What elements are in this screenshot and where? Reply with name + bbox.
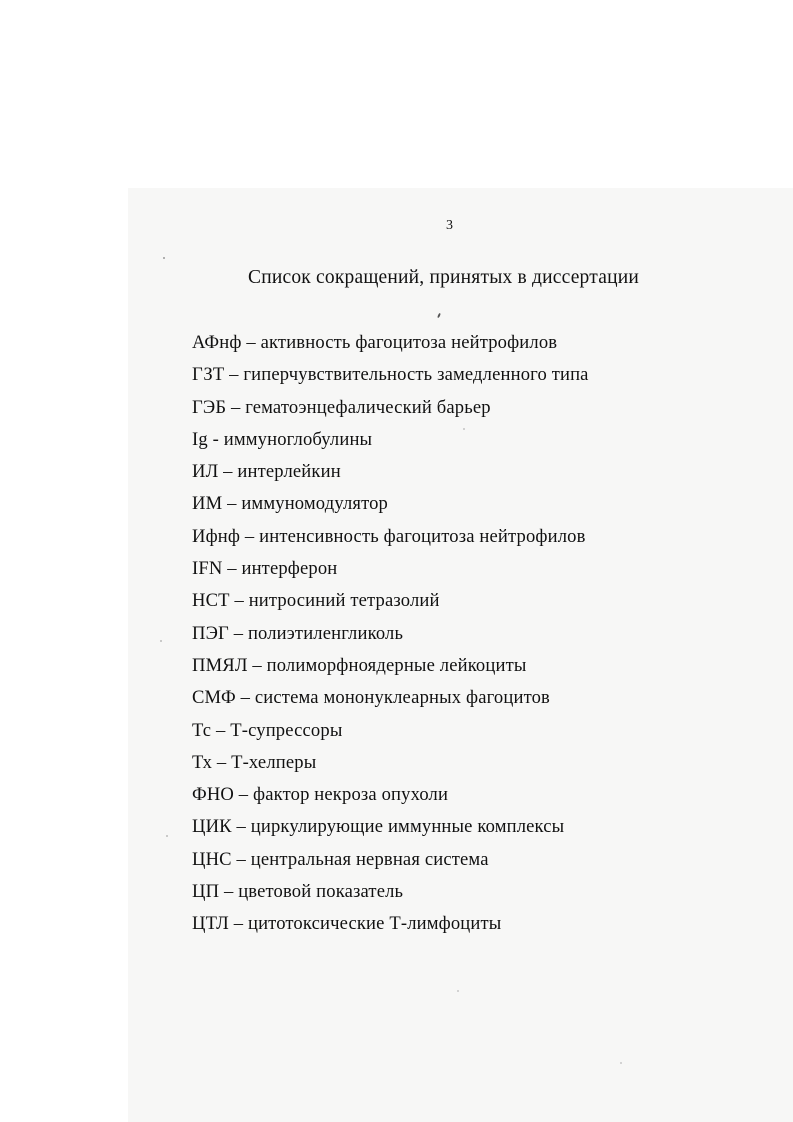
abbreviation-term: ФНО — [192, 784, 234, 806]
abbreviation-item — [192, 782, 589, 814]
page-title: Список сокращений, принятых в диссертации — [248, 267, 639, 288]
abbreviation-term: Тс — [192, 719, 212, 741]
abbreviation-definition: интерлейкин — [237, 461, 341, 483]
abbreviation-item — [192, 879, 589, 911]
abbreviation-separator: – — [228, 913, 248, 935]
abbreviation-term: ИМ — [192, 493, 223, 515]
abbreviation-separator: – — [224, 364, 244, 386]
abbreviation-definition: полиэтиленгликоль — [247, 622, 404, 644]
abbreviation-separator: – — [218, 461, 238, 483]
abbreviation-separator: – — [234, 784, 254, 806]
abbreviation-term: IFN — [192, 558, 223, 580]
abbreviation-item — [192, 427, 589, 459]
scan-speck — [163, 257, 165, 259]
scan-speck — [160, 640, 162, 642]
abbreviation-term: ЦТЛ — [192, 913, 229, 935]
abbreviation-separator: – — [226, 396, 246, 418]
abbreviation-term: НСТ — [192, 590, 230, 612]
abbreviation-item — [192, 556, 589, 588]
abbreviation-separator: – — [222, 558, 242, 580]
abbreviation-item — [192, 847, 589, 879]
abbreviation-separator: – — [240, 525, 260, 547]
abbreviation-item — [192, 395, 589, 427]
abbreviation-definition: гиперчувствительность замедленного типа — [243, 364, 589, 386]
abbreviation-term: АФнф — [192, 332, 242, 353]
scan-speck — [166, 835, 168, 837]
abbreviation-item — [192, 330, 589, 362]
abbreviation-item — [192, 621, 589, 653]
abbreviation-item — [192, 750, 589, 782]
abbreviation-definition: полиморфноядерные лейкоциты — [266, 654, 527, 676]
abbreviation-term: ЦНС — [192, 848, 232, 870]
abbreviation-term: ИЛ — [192, 461, 219, 483]
abbreviation-separator: – — [231, 816, 251, 838]
abbreviation-definition: цитотоксические Т-лимфоциты — [247, 913, 502, 935]
abbreviation-definition: активность фагоцитоза нейтрофилов — [260, 332, 558, 353]
abbreviation-definition: фактор некроза опухоли — [253, 784, 449, 806]
abbreviation-item — [192, 459, 589, 491]
scan-speck — [463, 428, 465, 430]
abbreviation-term: СМФ — [192, 687, 236, 709]
abbreviation-item — [192, 911, 589, 943]
abbreviation-item — [192, 588, 589, 620]
abbreviation-item — [192, 718, 589, 750]
abbreviation-term: ЦП — [192, 881, 220, 903]
abbreviation-separator: – — [229, 590, 249, 612]
page-number: 3 — [446, 218, 453, 233]
abbreviation-definition: иммуноглобулины — [223, 428, 373, 450]
scan-speck — [620, 1062, 622, 1064]
abbreviation-separator: – — [222, 493, 242, 515]
abbreviation-term: ЦИК — [192, 816, 232, 838]
abbreviation-separator: – — [212, 751, 232, 773]
abbreviation-separator: – — [219, 881, 239, 903]
abbreviation-separator: – — [228, 622, 248, 644]
abbreviation-definition: центральная нервная система — [250, 848, 489, 870]
abbreviation-separator: – — [231, 848, 251, 870]
abbreviation-separator: – — [247, 654, 267, 676]
abbreviation-separator: - — [207, 428, 224, 450]
abbreviation-term: ПЭГ — [192, 622, 229, 644]
abbreviation-definition: гематоэнцефалический барьер — [245, 396, 491, 418]
abbreviation-definition: интенсивность фагоцитоза нейтрофилов — [259, 525, 586, 547]
abbreviation-term: ГЗТ — [192, 364, 225, 386]
abbreviation-term: Ig — [192, 428, 208, 450]
abbreviation-definition: иммуномодулятор — [241, 493, 389, 515]
abbreviation-item — [192, 491, 589, 523]
scan-speck — [457, 990, 459, 992]
abbreviation-definition: цветовой показатель — [238, 881, 404, 903]
abbreviation-definition: интерферон — [241, 558, 338, 580]
abbreviation-item — [192, 524, 589, 556]
abbreviation-separator: – — [241, 332, 261, 353]
abbreviation-definition: циркулирующие иммунные комплексы — [250, 816, 565, 838]
abbreviation-term: Тх — [192, 751, 213, 773]
abbreviation-separator: – — [211, 719, 231, 741]
abbreviation-item — [192, 814, 589, 846]
abbreviation-definition: Т-супрессоры — [230, 719, 343, 741]
abbreviation-list — [192, 330, 589, 944]
abbreviation-term: ПМЯЛ — [192, 654, 248, 676]
abbreviation-item — [192, 685, 589, 717]
abbreviation-term: ГЭБ — [192, 396, 227, 418]
abbreviation-definition: система мононуклеарных фагоцитов — [254, 687, 550, 709]
abbreviation-item — [192, 362, 589, 394]
abbreviation-term: Ифнф — [192, 525, 241, 547]
abbreviation-definition: нитросиний тетразолий — [248, 590, 440, 612]
abbreviation-separator: – — [235, 687, 255, 709]
abbreviation-definition: Т-хелперы — [231, 751, 317, 773]
abbreviation-item — [192, 653, 589, 685]
